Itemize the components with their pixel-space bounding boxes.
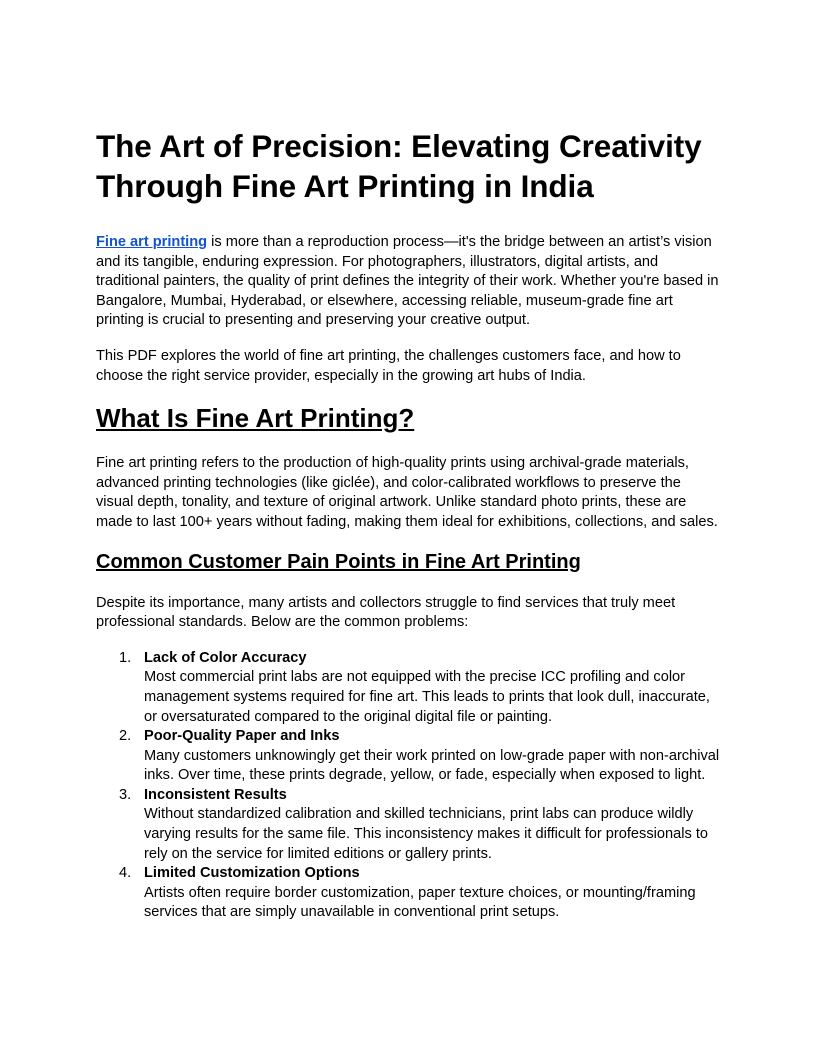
list-item bbox=[96, 649, 720, 727]
section-heading-pain-points: Common Customer Pain Points in Fine Art Printing bbox=[96, 550, 581, 573]
list-item-text: Without standardized calibration and skilled technicians, print labs can produce wildly varying results for the same file. This inconsistency makes it difficult for professionals to rely on the service for limited editions or gallery prints. bbox=[144, 806, 708, 862]
fine-art-printing-link[interactable]: Fine art printing bbox=[96, 234, 208, 250]
list-item-text: Most commercial print labs are not equipped with the precise ICC profiling and color management systems required for fine art. This leads to prints that look dull, inaccurate, or oversaturated compared to the original digital file or painting. bbox=[144, 669, 710, 725]
list-item-number: 3. bbox=[119, 786, 132, 803]
list-item-title: Inconsistent Results bbox=[144, 786, 287, 803]
list-item-number: 4. bbox=[119, 865, 132, 882]
list-item-text: Artists often require border customization, paper texture choices, or mounting/framing services that are simply unavailable in conventional print setups. bbox=[144, 884, 696, 921]
section-heading-what-is: What Is Fine Art Printing? bbox=[96, 403, 415, 434]
document-title: The Art of Precision: Elevating Creativity Through Fine Art Printing in India bbox=[96, 128, 702, 204]
pain-points-list bbox=[96, 649, 720, 923]
pdf-overview-paragraph: This PDF explores the world of fine art printing, the challenges customers face, and how to choose the right service provider, especially in the growing art hubs of India. bbox=[96, 347, 681, 384]
list-item bbox=[96, 727, 720, 786]
list-item-number: 1. bbox=[119, 649, 132, 666]
list-item-title: Lack of Color Accuracy bbox=[144, 649, 307, 666]
pain-points-intro: Despite its importance, many artists and collectors struggle to find services that truly meet professional standards. Below are the common problems: bbox=[96, 594, 676, 631]
what-is-paragraph: Fine art printing refers to the production of high-quality prints using archival-grade materials, advanced printing technologies (like giclée), and color-calibrated workflows to preserve the visual depth, tonality, and texture of original artwork. Unlike standard photo prints, these are made to last 100+ years without fading, making them ideal for exhibitions, collections, and sales. bbox=[96, 455, 718, 530]
list-item bbox=[96, 786, 720, 864]
document-page bbox=[96, 126, 720, 923]
list-item-number: 2. bbox=[119, 728, 132, 745]
list-item-text: Many customers unknowingly get their work printed on low-grade paper with non-archival inks. Over time, these prints degrade, yellow, or fade, especially when exposed to light. bbox=[144, 747, 720, 784]
intro-text: is more than a reproduction process—it's the bridge between an artist’s vision and its tangible, enduring expression. For photographers, illustrators, digital artists, and traditional painters, the quality of print defines the integrity of their work. Whether you're based in Bangalore, Mumbai, Hyderabad, or elsewhere, accessing reliable, museum-grade fine art printing is crucial to presenting and preserving your creative output. bbox=[96, 234, 719, 329]
intro-paragraph bbox=[96, 233, 720, 331]
list-item-title: Poor-Quality Paper and Inks bbox=[144, 728, 340, 745]
list-item-title: Limited Customization Options bbox=[144, 865, 360, 882]
list-item bbox=[96, 864, 720, 923]
